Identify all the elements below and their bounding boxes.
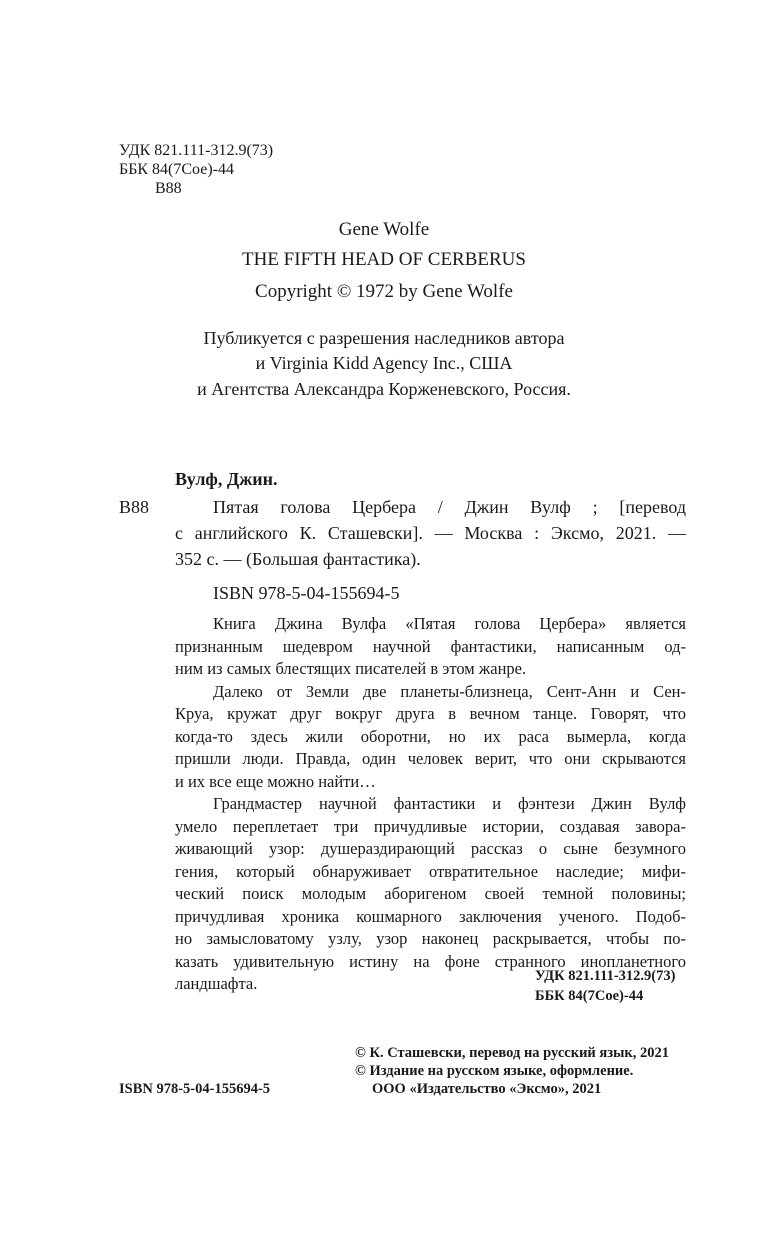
permission-line-2: и Virginia Kidd Agency Inc., США	[255, 353, 513, 373]
copyright-translation: © К. Сташевски, перевод на русский язык, 2021	[355, 1045, 670, 1061]
annotation-line: Далеко от Земли две планеты-близнеца, Сент-Анн и Сен-	[213, 681, 686, 701]
annotation	[175, 613, 686, 996]
annotation-line: казать удивительную истину на фоне странного инопланетного	[175, 951, 686, 971]
annotation-line: Грандмастер научной фантастики и фэнтези Джин Вулф	[213, 794, 686, 813]
original-title: THE FIFTH HEAD OF CERBERUS	[242, 249, 526, 270]
bbk-code: ББК 84(7Сое)-44	[119, 161, 234, 178]
footer-isbn: ISBN 978-5-04-155694-5	[119, 1081, 271, 1097]
bib-heading: Вулф, Джин.	[175, 469, 278, 489]
annotation-udk: УДК 821.111-312.9(73)	[535, 968, 676, 984]
bib-isbn: ISBN 978-5-04-155694-5	[213, 583, 400, 603]
annotation-line: признанным шедевром научной фантастики, написанным од-	[175, 636, 686, 656]
annotation-line: Круа, кружат друг вокруг друга в вечном танце. Говорят, что	[175, 704, 686, 723]
annotation-line: гения, который обнаруживает отвратительное наследие; мифи-	[175, 861, 686, 881]
annotation-line: когда-то здесь жили оборотни, но их раса вымерла, когда	[175, 726, 686, 746]
annotation-line: ландшафта.	[175, 974, 258, 993]
permission-line-1: Публикуется с разрешения наследников автора	[203, 328, 565, 348]
bib-line-1: Пятая голова Цербера / Джин Вулф ; [перевод	[213, 497, 686, 517]
author-sign: В88	[155, 180, 182, 197]
bib-line-2: с английского К. Сташевски]. — Москва : Эксмо, 2021. —	[175, 523, 686, 543]
udk-code: УДК 821.111-312.9(73)	[119, 142, 274, 159]
annotation-bbk: ББК 84(7Сое)-44	[535, 988, 644, 1004]
annotation-line: причудливая хроника кошмарного заключения ученого. Подоб-	[175, 906, 686, 926]
annotation-line: умело переплетает три причудливые истории, создавая завора-	[175, 816, 686, 836]
annotation-line: ческий поиск молодым аборигеном своей темной половины;	[175, 884, 686, 903]
annotation-line: Книга Джина Вулфа «Пятая голова Цербера» является	[213, 614, 686, 633]
original-copyright: Copyright © 1972 by Gene Wolfe	[255, 281, 513, 302]
annotation-line: пришли люди. Правда, один человек верит, что они скрываются	[175, 749, 686, 768]
annotation-line: но замысловатому узлу, узор наконец раскрывается, чтобы по-	[175, 929, 686, 948]
copyright-edition: © Издание на русском языке, оформление.	[355, 1063, 634, 1079]
permission-line-3: и Агентства Александра Корженевского, Россия.	[197, 379, 571, 399]
annotation-line: и их все еще можно найти…	[175, 771, 376, 791]
bib-line-3: 352 с. — (Большая фантастика).	[175, 549, 421, 569]
annotation-line: живающий узор: душераздирающий рассказ о сыне безумного	[175, 839, 686, 858]
annotation-line: ним из самых блестящих писателей в этом жанре.	[175, 659, 527, 678]
original-author: Gene Wolfe	[338, 219, 430, 240]
copyright-publisher: ООО «Издательство «Эксмо», 2021	[372, 1081, 602, 1097]
bib-sign: В88	[119, 497, 150, 517]
